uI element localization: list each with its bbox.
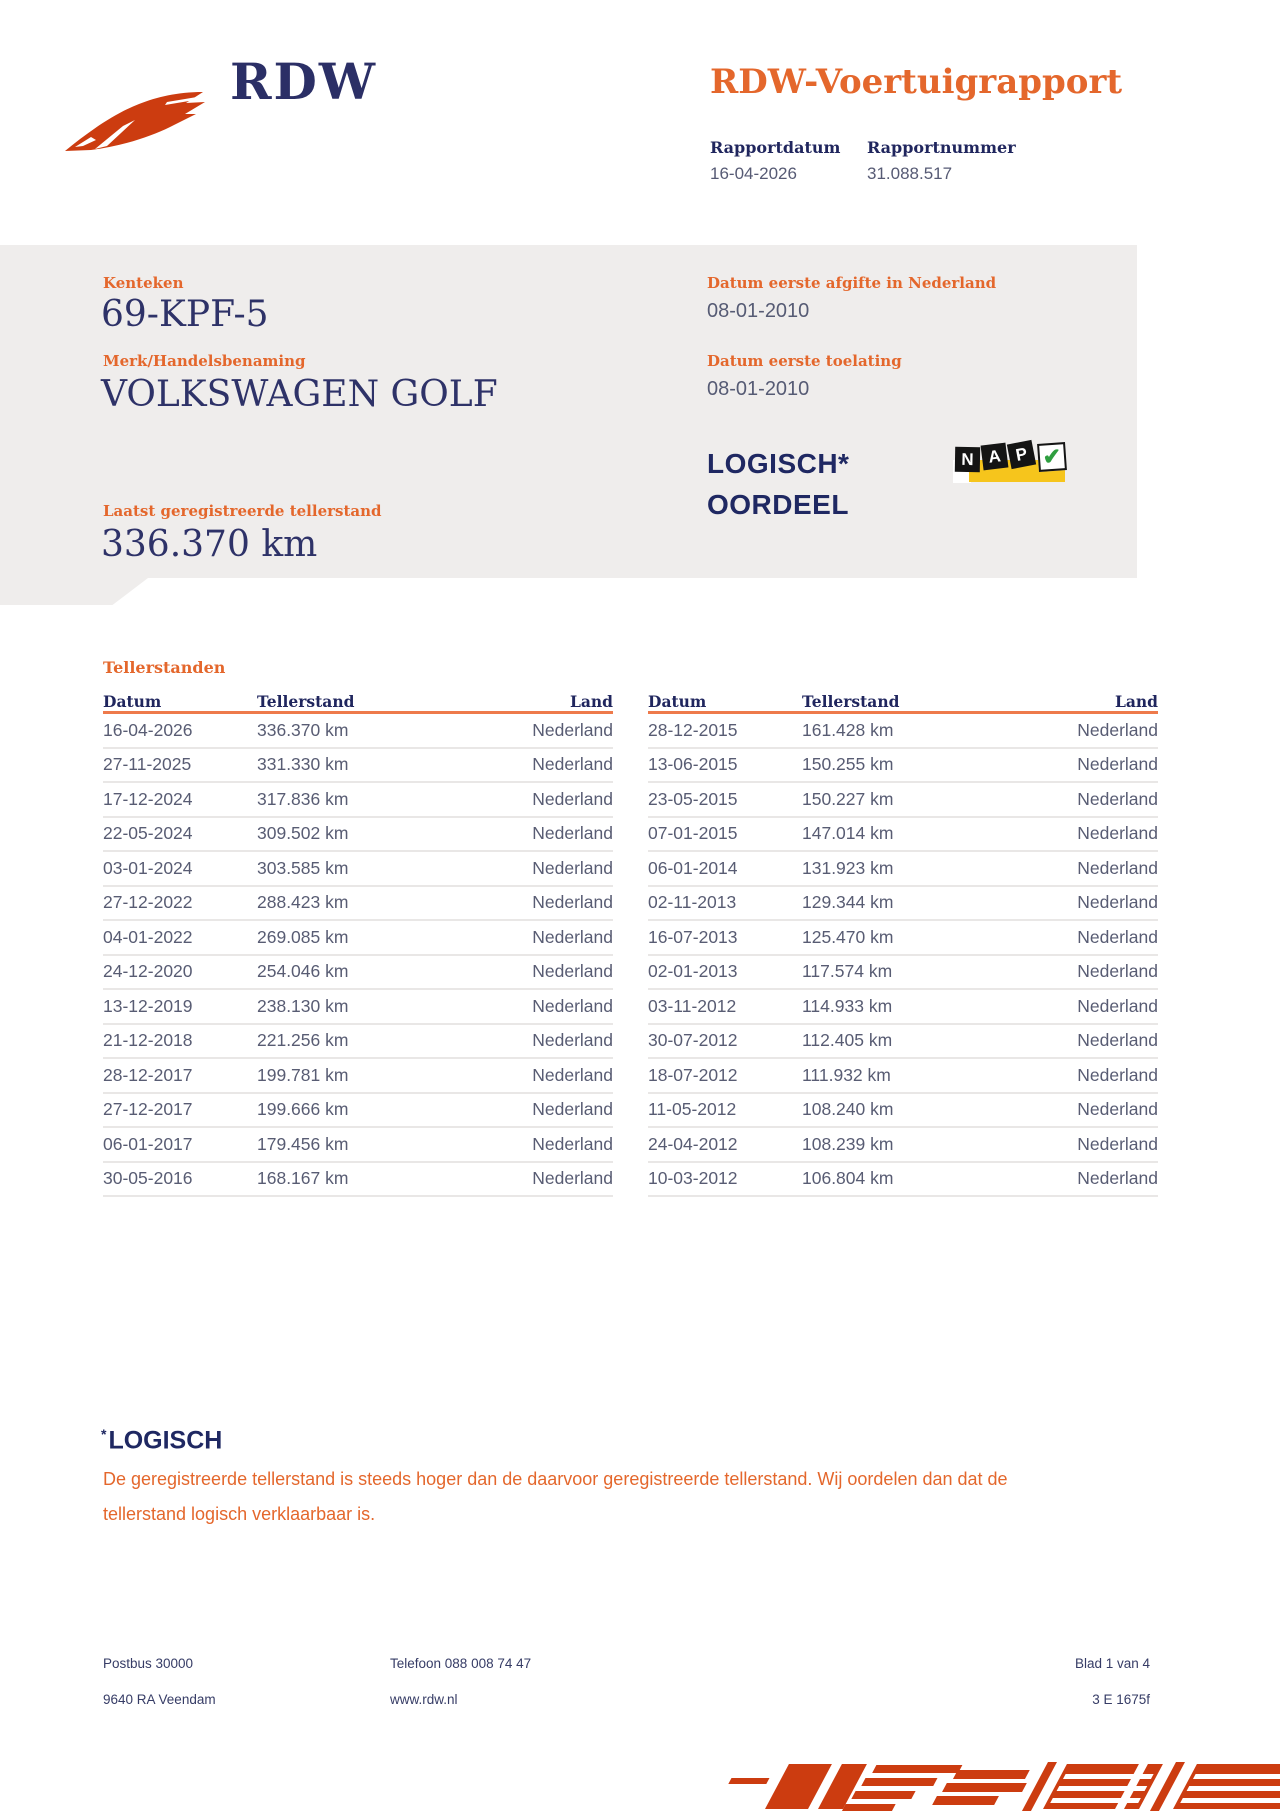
toelating-value: 08-01-2010 [707, 378, 810, 400]
cell-land: Nederland [532, 754, 613, 775]
cell-datum: 23-05-2015 [648, 788, 738, 809]
table-row [103, 1094, 613, 1129]
cell-datum: 22-05-2024 [103, 823, 193, 844]
cell-tellerstand: 125.470 km [802, 926, 894, 947]
cell-tellerstand: 288.423 km [257, 892, 349, 913]
cell-tellerstand: 131.923 km [802, 857, 894, 878]
cell-tellerstand: 117.574 km [802, 961, 893, 982]
footer-address-line1: Postbus 30000 [103, 1656, 194, 1671]
table-row [648, 1094, 1158, 1129]
cell-datum: 21-12-2018 [103, 1030, 193, 1051]
cell-land: Nederland [1077, 719, 1158, 740]
cell-land: Nederland [532, 995, 613, 1016]
table-row [648, 714, 1158, 749]
table-row [648, 852, 1158, 887]
column-header-tellerstand: Tellerstand [257, 692, 355, 711]
kenteken-value: 69-KPF-5 [101, 294, 269, 335]
cell-land: Nederland [1077, 754, 1158, 775]
report-date-label: Rapportdatum [710, 138, 841, 157]
cell-tellerstand: 108.239 km [802, 1133, 894, 1154]
nap-letter-tile: N [955, 447, 980, 472]
cell-datum: 18-07-2012 [648, 1064, 738, 1085]
cell-tellerstand: 150.255 km [802, 754, 894, 775]
cell-land: Nederland [532, 1099, 613, 1120]
cell-tellerstand: 129.344 km [802, 892, 894, 913]
logisch-title-text: LOGISCH [108, 1426, 223, 1455]
nap-letter-tile: A [981, 443, 1009, 471]
column-header-tellerstand: Tellerstand [802, 692, 900, 711]
cell-land: Nederland [1077, 926, 1158, 947]
cell-datum: 13-06-2015 [648, 754, 738, 775]
footer-phone: Telefoon 088 008 74 47 [390, 1656, 532, 1671]
logisch-asterisk: * [101, 1426, 107, 1442]
vehicle-summary-panel-tab [0, 578, 148, 605]
cell-land: Nederland [532, 1064, 613, 1085]
cell-tellerstand: 147.014 km [802, 823, 894, 844]
cell-tellerstand: 254.046 km [257, 961, 349, 982]
cell-land: Nederland [532, 1030, 613, 1051]
tellerstand-label: Laatst geregistreerde tellerstand [103, 502, 382, 520]
cell-tellerstand: 317.836 km [257, 788, 349, 809]
merk-label: Merk/Handelsbenaming [103, 352, 306, 370]
cell-datum: 10-03-2012 [648, 1168, 738, 1189]
cell-land: Nederland [532, 892, 613, 913]
cell-datum: 28-12-2015 [648, 719, 738, 740]
cell-tellerstand: 309.502 km [257, 823, 349, 844]
cell-datum: 03-01-2024 [103, 857, 193, 878]
cell-tellerstand: 168.167 km [257, 1168, 349, 1189]
cell-tellerstand: 269.085 km [257, 926, 349, 947]
cell-land: Nederland [1077, 995, 1158, 1016]
table-header-row [103, 688, 613, 714]
tellerstand-value: 336.370 km [101, 524, 318, 565]
footer-website: www.rdw.nl [390, 1692, 458, 1707]
cell-datum: 27-12-2022 [103, 892, 193, 913]
table-row [648, 1059, 1158, 1094]
table-row [103, 921, 613, 956]
cell-tellerstand: 108.240 km [802, 1099, 894, 1120]
rdw-logotype: RDW [230, 52, 378, 111]
table-header-row [648, 688, 1158, 714]
table-row [648, 990, 1158, 1025]
tellerstanden-rows-left [103, 714, 613, 1197]
cell-tellerstand: 336.370 km [257, 719, 349, 740]
table-row [648, 1128, 1158, 1163]
table-row [103, 1025, 613, 1060]
cell-datum: 04-01-2022 [103, 926, 193, 947]
column-header-datum: Datum [648, 692, 707, 711]
footer-stripe-pattern [700, 1762, 1280, 1811]
cell-tellerstand: 199.781 km [257, 1064, 349, 1085]
cell-land: Nederland [1077, 892, 1158, 913]
table-row [103, 1059, 613, 1094]
cell-datum: 17-12-2024 [103, 788, 193, 809]
report-number-label: Rapportnummer [867, 138, 1016, 157]
table-row [103, 749, 613, 784]
column-header-land: Land [569, 692, 613, 711]
cell-land: Nederland [1077, 961, 1158, 982]
cell-land: Nederland [1077, 823, 1158, 844]
cell-datum: 02-01-2013 [648, 961, 738, 982]
afgifte-label: Datum eerste afgifte in Nederland [707, 274, 997, 292]
cell-datum: 07-01-2015 [648, 823, 738, 844]
table-row [103, 818, 613, 853]
cell-datum: 27-12-2017 [103, 1099, 193, 1120]
cell-land: Nederland [1077, 1168, 1158, 1189]
cell-land: Nederland [532, 823, 613, 844]
cell-land: Nederland [1077, 1133, 1158, 1154]
column-header-land: Land [1114, 692, 1158, 711]
table-row [103, 887, 613, 922]
table-row [103, 1163, 613, 1198]
cell-datum: 27-11-2025 [103, 754, 192, 775]
cell-land: Nederland [1077, 1030, 1158, 1051]
cell-land: Nederland [532, 1133, 613, 1154]
merk-value: VOLKSWAGEN GOLF [101, 374, 498, 415]
cell-tellerstand: 111.932 km [802, 1064, 891, 1085]
cell-tellerstand: 161.428 km [802, 719, 894, 740]
cell-land: Nederland [532, 788, 613, 809]
cell-datum: 02-11-2013 [648, 892, 737, 913]
cell-datum: 11-05-2012 [648, 1099, 737, 1120]
tellerstanden-section-title: Tellerstanden [103, 658, 226, 677]
table-row [648, 783, 1158, 818]
table-row [648, 956, 1158, 991]
table-row [648, 1163, 1158, 1198]
cell-datum: 30-07-2012 [648, 1030, 738, 1051]
cell-tellerstand: 150.227 km [802, 788, 894, 809]
cell-tellerstand: 106.804 km [802, 1168, 894, 1189]
table-row [648, 818, 1158, 853]
report-number-value: 31.088.517 [867, 164, 953, 183]
oordeel-line2: OORDEEL [707, 489, 849, 520]
footer-address-line2: 9640 RA Veendam [103, 1692, 216, 1707]
cell-tellerstand: 114.933 km [802, 995, 893, 1016]
rdw-swoosh-logo [63, 86, 209, 154]
table-row [648, 921, 1158, 956]
cell-land: Nederland [1077, 857, 1158, 878]
table-row [103, 852, 613, 887]
cell-land: Nederland [532, 857, 613, 878]
tellerstanden-table-right [648, 688, 1158, 1197]
cell-tellerstand: 179.456 km [257, 1133, 349, 1154]
cell-tellerstand: 112.405 km [802, 1030, 893, 1051]
toelating-label: Datum eerste toelating [707, 352, 902, 370]
table-row [648, 887, 1158, 922]
afgifte-value: 08-01-2010 [707, 300, 810, 322]
cell-datum: 13-12-2019 [103, 995, 193, 1016]
cell-datum: 03-11-2012 [648, 995, 737, 1016]
tellerstanden-table-left [103, 688, 613, 1197]
table-row [103, 714, 613, 749]
nap-letter-tile: P [1007, 440, 1036, 469]
table-row [103, 783, 613, 818]
footer-page-indicator: Blad 1 van 4 [1074, 1656, 1150, 1671]
oordeel-line1: LOGISCH* [707, 448, 850, 479]
cell-land: Nederland [1077, 1099, 1158, 1120]
cell-datum: 06-01-2014 [648, 857, 738, 878]
cell-datum: 24-04-2012 [648, 1133, 738, 1154]
table-row [103, 990, 613, 1025]
cell-land: Nederland [532, 926, 613, 947]
kenteken-label: Kenteken [103, 274, 184, 292]
cell-tellerstand: 199.666 km [257, 1099, 349, 1120]
cell-tellerstand: 238.130 km [257, 995, 349, 1016]
cell-datum: 06-01-2017 [103, 1133, 193, 1154]
report-date-value: 16-04-2026 [710, 164, 797, 183]
table-row [648, 749, 1158, 784]
page-title: RDW-Voertuigrapport [710, 62, 1123, 102]
cell-datum: 30-05-2016 [103, 1168, 193, 1189]
footer-form-code: 3 E 1675f [1092, 1692, 1150, 1707]
logisch-explanation-text: De geregistreerde tellerstand is steeds hoger dan de daarvoor geregistreerde tellerstand. Wij oordelen dan dat de tellerstand logisch verklaarbaar is. [103, 1469, 1008, 1524]
cell-datum: 16-04-2026 [103, 719, 193, 740]
table-row [103, 956, 613, 991]
tellerstanden-rows-right [648, 714, 1158, 1197]
cell-datum: 24-12-2020 [103, 961, 193, 982]
cell-datum: 28-12-2017 [103, 1064, 193, 1085]
cell-tellerstand: 221.256 km [257, 1030, 349, 1051]
cell-land: Nederland [1077, 788, 1158, 809]
cell-land: Nederland [532, 719, 613, 740]
checkmark-icon: ✔ [1037, 442, 1067, 472]
cell-land: Nederland [532, 1168, 613, 1189]
table-row [103, 1128, 613, 1163]
logisch-heading [101, 1426, 222, 1455]
nap-logo [953, 441, 1073, 487]
cell-land: Nederland [1077, 1064, 1158, 1085]
column-header-datum: Datum [103, 692, 162, 711]
cell-tellerstand: 331.330 km [257, 754, 349, 775]
cell-land: Nederland [532, 961, 613, 982]
cell-datum: 16-07-2013 [648, 926, 738, 947]
cell-tellerstand: 303.585 km [257, 857, 349, 878]
table-row [648, 1025, 1158, 1060]
